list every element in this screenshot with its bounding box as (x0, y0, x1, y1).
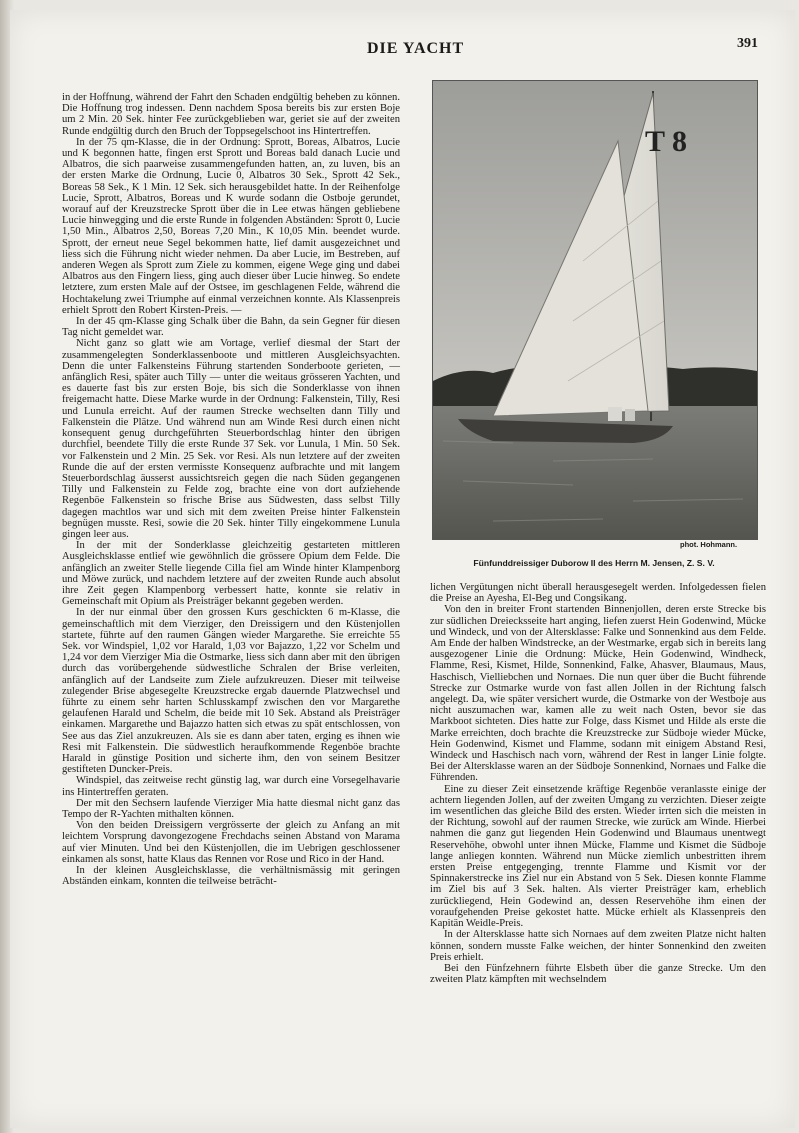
article-column-left (62, 92, 400, 887)
paragraph: Bei den Fünfzehnern führte Elsbeth über die ganze Strecke. Um den zweiten Platz kämpften mit wechselndem (430, 962, 766, 986)
paragraph: In der kleinen Ausgleichsklasse, die verhältnismässig mit geringen Abständen einkam, konnten die teilweise beträcht- (62, 865, 400, 888)
sailing-yacht-photo (432, 80, 758, 540)
paragraph: in der Hoffnung, während der Fahrt den Schaden endgültig beheben zu können. Die Hoffnung trog indessen. Denn nachdem Sposa bereits bis zur ersten Boje um 2 Min. 20 Sek. hinter Fee zurückgeblieben war, geriet sie auf der zweiten Runde endgültig durch den Bruch der Toppsegelschoot ins Hintertreffen. (62, 92, 400, 137)
photo-caption: Fünfunddreissiger Duborow II des Herrn M. Jensen, Z. S. V. (473, 558, 715, 568)
paragraph: In der 75 qm-Klasse, die in der Ordnung: Sprott, Boreas, Albatros, Lucie und K begonnen hatte, fingen erst Sprott und Boreas bald danach Lucie und Albatros, die sich paarweise zusammengefunden hatten, an, zu luven, bis an der ersten Marke die Ordnung, Lucie 0, Albatros 30 Sek., Sprott 42 Sek., Boreas 58 Sek., K 1 Min. 12 Sek. sich herausgebildet hatte. In der Reihenfolge Lucie, Sprott, Albatros, Boreas und K wurde sodann die Ostboje gerundet, worauf auf der Kreuzstrecke Sprott über die in Lee etwas hängen gebliebene Lucie hinwegging und die erste Runde in folgenden Abständen: Sprott 0, Lucie 1,50 Min., Albatros 2,50, Boreas 7,20 Min., K 10,05 Min. beendet wurde. Sprott, der erneut neue Segel bekommen hatte, lief damit ausgezeichnet und liess sich die Führung nicht wieder nehmen. Da aber Lucie, im Bestreben, auf anderen Wegen als Sprott zum Ziele zu kommen, eigene Wege ging und dabei Albatros aus den Fingern liess, ging auch dieser über Lucie hinweg. So endete letztere, zum ersten Male auf der Ostsee, im geschlagenen Felde, während die Hochtakelung zwei Triumphe auf einmal verzeichnen konnte. Als Klassenpreis erhielt Sprott den Robert Kirsten-Preis. — (62, 136, 400, 316)
paragraph: Von den in breiter Front startenden Binnenjollen, deren erste Strecke bis zur südlichen Dreiecksseite hart anging, liefen zuerst Hein Godenwind, Mücke und Windeck, und von der Altersklasse: Falke und Sonnenkind aus dem Felde. Am Ende der halben Windstrecke, an der Westmarke, ergab sich in bereits lang ausgezogener Linie die Ordnung: Mücke, Hein Godenwind, Windheck, Flamme, Resi, Kismet, Hilde, Sonnenkind, Falke, Ahasver, Blaumaus, Maus, Haschisch, Vielliebchen und Nornaes. Die nun quer über die Bucht führende Strecke zur Ostmarke wurde von fast allen Jollen in der Richtung falsch angelegt. Da, wie später versichert wurde, die Ostmarke von der Westboje aus nicht auszumachen war, kamen alle zu weit nach Osten, bevor sie das Markboot sichteten. Dies hatte zur Folge, dass Kismet und Hilde als erste die Marke erreichten, doch brachte die Kreuzstrecke zur Südboje wieder Mücke, Hein Godenwind, Kismet und Flamme, sodann mit einigem Abstand Resi, Windeck und Haschisch nach vorn, während der Rest in langer Linie folgte. Bei der Altersklasse waren an der Südboje Sonnenkind, Nornaes und Falke die Führenden. (430, 604, 766, 784)
paragraph: Eine zu dieser Zeit einsetzende kräftige Regenböe veranlasste einige der achtern liegenden Jollen, auf der zweiten Umgang zu verzichten. Dieser zeigte im wesentlichen das gleiche Bild des ersten. Wieder irrten sich die meisten in der Richtung, sowohl auf der raumen Strecke, wie zurück am Winde. Hierbei nahmen die ganz gut liegenden Hein Godenwind und Blaumaus unentwegt Reservehöhe, obwohl unter ihnen Mücke, Flamme und Kismet die Südboje lange anliegen konnten. Während nun Mücke ziemlich unbestritten ihrem ersten Preise entgegenging, trennte Flamme und Kismit vor der Spinnakerstrecke ins Ziel nur ein Abstand von 5 Sek. Diesen konnte Flamme im Ziel bis auf 3 Sek. halten. Als vierter Preisträger kam, erheblich zurückliegend, Hein Godewind an, dessen Reservehöhe ihm einen der voraufgehenden Preise gekostet hatte. Mücke erhielt als Klassenpreis den Kapitän Weidle-Preis. (430, 783, 766, 930)
running-header-title: DIE YACHT (367, 40, 465, 57)
paragraph: In der mit der Sonderklasse gleichzeitig gestarteten mittleren Ausgleichsklasse entlief wie gewöhnlich die grössere Opium dem Felde. Die anfänglich an zweiter Stelle liegende Cilla fiel am Winde hinter Klampenborg und Möwe zurück, und nachdem letztere auf der zweiten Runde auch absolut ihre Zeit gegen Klampenborg verbessert hatte, konnte sie relativ in Gemeinschaft mit Opium als Preisträger bekannt gegeben werden. (62, 540, 400, 608)
paragraph: In der nur einmal über den grossen Kurs geschickten 6 m-Klasse, die gemeinschaftlich mit dem Vierziger, den Dreissigern und den Küstenjollen startete, führte auf den raumen Gängen wieder Margarethe. Sie erreichte 55 Sek. vor Windspiel, 1,02 vor Harald, 1,03 vor Bajazzo, 1,22 vor Schelm und 1,24 vor dem Vierziger Mia die Ostmarke, liess sich dann aber mit den übrigen durch das vorübergehende südwestliche Schralen der Brise verleiten, anfänglich auf der Landseite zum Ziele aufzukreuzen. Dieser mit teilweise zulegender Brise abgesegelte Kreuzstrecke ergab dauernde Platzwechsel und führte zu einem sehr harten Schlusskampf zwischen den vor Margarethe gelaufenen Harald und Schelm, die beide mit 10 Sek. Abstand als Preisträger einkamen. Margarethe und Bajazzo hatten sich etwas zu spät entschlossen, von See aus das Ziel anzukreuzen. Als sie es dann aber taten, erging es ihnen wie Resi mit Falkenstein. Die südwestlich heraufkommende Regenböe brachte Harald in günstige Position und sicherte ihm, den von seinem Besitzer gestifteten Duncker-Preis. (62, 607, 400, 776)
paragraph: Nicht ganz so glatt wie am Vortage, verlief diesmal der Start der zusammengelegten Sonderklassenboote und mittleren Ausgleichsyachten. Denn die unter Falkensteins Führung startenden Sonderboote gerieten, — anfänglich Resi, später auch Tilly — unter die weitaus grösseren Yachten, und es dauerte fast bis zur ersten Boje, bis sich die Sonderklasse von ihnen freigemacht hatte. Diese Marke wurde in der Ordnung: Falkenstein, Tilly, Resi und Lunula erreicht. Auf der raumen Strecke wechselten dann Tilly und Falkenstein die Plätze. Und während nun am Winde Resi durch einen nicht konsequent genug durchgeführten Steuerbordschlag hinter den übrigen durchfiel, beendete Tilly die erste Runde 37 Sek. vor Lunula, 1 Min. 50 Sek. vor Falkenstein und 2 Min. 25 Sek. vor Resi. Als nun letztere auf der zweiten Runde die auf der ersten vermisste Konsequenz aufbrachte und mit langem Steuerbordschlag äusserst aussichtsreich gegen die nach Süden gegangenen Tilly und Falkenstein zu Felde zog, brachte eine von dort aufziehende Regenböe Falkenstein so frische Brise aus Südwesten, dass selbst Tilly dagegen machtlos war und sich mit dem zweiten Preise hinter Falkenstein begnügen musste. Resi, sowie die 20 Sek. hinter Tilly eingekommene Lunula gingen leer aus. (62, 338, 400, 540)
paragraph: lichen Vergütungen nicht überall herausgesegelt werden. Infolgedessen fielen die Preise an Ayesha, El-Beg und Congsikang. (430, 582, 766, 605)
paragraph: In der 45 qm-Klasse ging Schalk über die Bahn, da sein Gegner für diesen Tag nicht gemeldet war. (62, 316, 400, 339)
photo-credit: phot. Hohmann. (680, 540, 738, 549)
paragraph: Der mit den Sechsern laufende Vierziger Mia hatte diesmal nicht ganz das Tempo der R-Yachten mithalten können. (62, 797, 400, 820)
sail-number: T 8 (645, 125, 687, 158)
page-number: 391 (737, 36, 758, 51)
paragraph: Windspiel, das zeitweise recht günstig lag, war durch eine Vorsegelhavarie ins Hintertreffen geraten. (62, 775, 400, 798)
paragraph: In der Altersklasse hatte sich Nornaes auf dem zweiten Platze nicht halten können, sondern musste Falke weichen, der hinter Sonnenkind den zweiten Preis erhielt. (430, 929, 766, 963)
article-column-right (430, 582, 766, 985)
paragraph: Von den beiden Dreissigern vergrösserte der gleich zu Anfang an mit leichtem Vorsprung davongezogene Frechdachs seinen Abstand von Marama auf vier Minuten. Und bei den Küstenjollen, die im Uebrigen geschlossener einkamen als sonst, hatte Klaus das Rennen vor Rose und Rico in der Hand. (62, 820, 400, 865)
sailboat-illustration (433, 81, 757, 539)
